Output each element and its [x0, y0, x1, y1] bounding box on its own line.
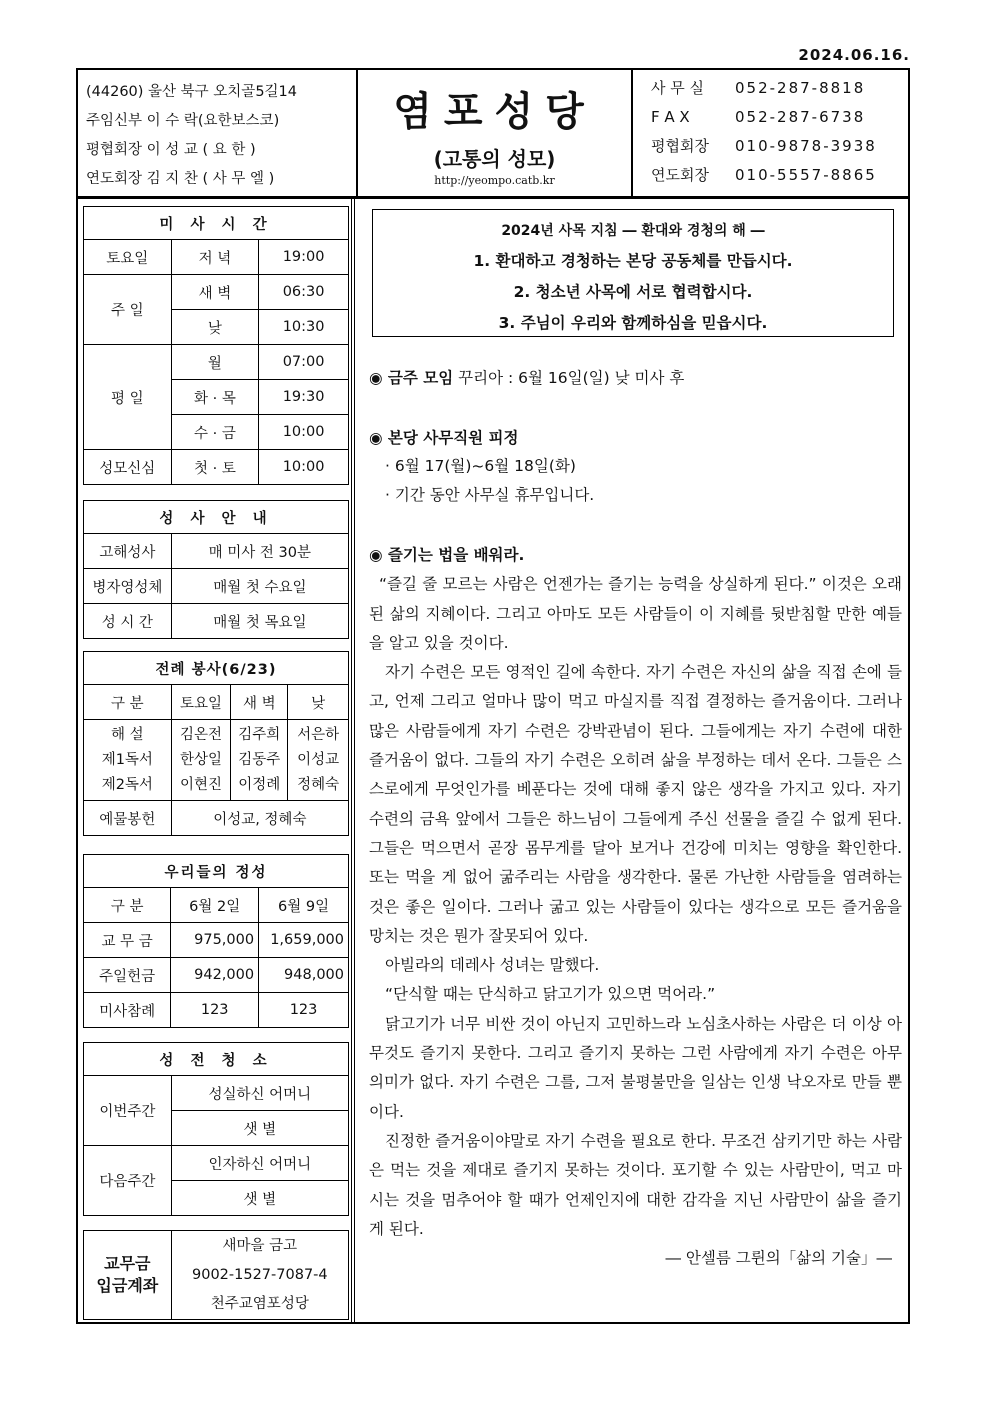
article-paragraph: 진정한 즐거움이야말로 자기 수련을 필요로 한다. 무조건 삼키기만 하는 사람은 먹는 것을 제대로 즐기지 못하는 것이다. 포기할 수 있는 사람만이, 먹고 마시는 것을 멈추어야 할 때가 언제인지에 대한 감각을 지닌 사람만이 삶을 즐기게 된다.	[369, 1131, 902, 1238]
pastoral-goal: 2. 청소년 사목에 서로 협력합시다.	[513, 283, 753, 301]
meeting-text: 꾸리아 : 6월 16일(일) 낮 미사 후	[453, 369, 685, 387]
pastoral-goals-title: 2024년 사목 지침 ― 환대와 경청의 해 ―	[501, 223, 765, 239]
article-paragraph: 닭고기가 너무 비싼 것이 아닌지 고민하느라 노심초사하는 사람은 더 이상 아무것도 즐기지 못한다. 그리고 즐기지 못하는 그런 사람에게 자기 수련은 아무 의미가 없다. 자기 수련은 그를, 그저 불평불만을 일삼는 인생 낙오자로 만들 뿐이다.	[369, 1014, 902, 1121]
article-title: ◉ 즐기는 법을 배워라.	[369, 546, 525, 564]
article-source: ― 안셀름 그륀의「삶의 기술」―	[665, 1249, 892, 1268]
account-details: 새마을 금고 9002-1527-7087-4 천주교염포성당	[171, 1231, 348, 1320]
council-president: 평협회장 이 성 교 ( 요 한 )	[86, 142, 256, 158]
column-divider	[351, 199, 355, 1324]
pastor: 주임신부 이 수 락(요한보스코)	[86, 113, 280, 129]
header-title-block	[358, 70, 631, 187]
article-paragraph: 자기 수련은 모든 영적인 길에 속한다. 자기 수련은 자신의 삶을 직접 손에 들고, 언제 그리고 얼마나 많이 먹고 마실지를 직접 결정하는 즐거움이다. 그러나 많은 사람들에게 자기 수련은 강박관념이 된다. 그들에게는 자기 수련에 대한 즐거움이 없다. 그들의 자기 수련은 오히려 삶을 부정하는 데서 온다. 그들은 스스로에게 무엇인가를 베푼다는 것에 대해 좋지 않은 생각을 가지고 있다. 자기 수련의 금욕 앞에서 그들은 하느님이 그들에게 주신 선물을 즐길 수 없게 된다. 그들은 먹으면서 곧장 몸무게를 달아 보거나 건강에 미치는 영향을 확인한다. 또는 먹을 게 없어 굶주리는 사람을 생각한다. 물론 가난한 사람들을 염려하는 것은 좋은 일이다. 그러나 굶고 있는 사람들이 있다는 생각으로 모든 즐거움을 망치는 것은 뭔가 잘못되어 있다.	[369, 663, 902, 945]
contact-row: 연도회장 010-5557-8865	[651, 166, 877, 184]
pastoral-goal: 3. 주님이 우리와 함께하심을 믿읍시다.	[498, 314, 768, 332]
church-subtitle: (고통의 성모)	[433, 147, 556, 171]
contact-row: 사 무 실 052-287-8818	[651, 79, 866, 97]
liturgy-table: 전례 봉사(6/23) 구 분 토요일 새 벽 낮 해 설 제1독서 제2독서 김온전 한상일 이현진 김주희 김동주 이정례 서은하 이성교 정혜숙 예물봉헌 이성교, 정혜숙	[83, 651, 349, 836]
offerings-table: 우리들의 정성 구 분 6월 2일 6월 9일 교 무 금 975,000 1,659,000 주일헌금 942,000 948,000 미사참례 123 123	[83, 854, 349, 1028]
article-paragraph: “단식할 때는 단식하고 닭고기가 있으면 먹어라.”	[385, 985, 716, 1004]
sacraments-title: 성 사 안 내	[84, 501, 349, 534]
header-contacts	[651, 74, 901, 190]
article	[369, 541, 902, 1273]
sacraments-table: 성 사 안 내 고해성사 매 미사 전 30분 병자영성체 매월 첫 수요일 성 시 간 매월 첫 목요일	[83, 500, 349, 639]
staff-retreat-title: ◉ 본당 사무직원 피정	[369, 429, 519, 447]
meeting-title: ◉ 금주 모임	[369, 369, 454, 387]
church-name: 염포성당	[393, 89, 596, 135]
church-url[interactable]: http://yeompo.catb.kr	[434, 174, 555, 187]
cleaning-title: 성 전 청 소	[84, 1043, 349, 1076]
account-label: 교무금 입금계좌	[84, 1231, 172, 1320]
header-divider	[631, 68, 633, 196]
liturgy-title: 전례 봉사(6/23)	[84, 652, 349, 685]
article-paragraph: 아빌라의 데레사 성녀는 말했다.	[385, 956, 600, 975]
assoc-president: 연도회장 김 지 찬 ( 사 무 엘 )	[86, 171, 275, 187]
staff-retreat-notice	[369, 424, 904, 510]
pastoral-goals-box	[372, 209, 894, 337]
staff-retreat-line: · 6월 17(월)~6월 18일(화)	[385, 457, 576, 475]
offerings-title: 우리들의 정성	[84, 855, 349, 888]
header-bottom-rule	[76, 196, 910, 199]
account-table	[83, 1230, 349, 1320]
meeting-notice	[369, 366, 904, 388]
contact-row: 평협회장 010-9878-3938	[651, 137, 877, 155]
mass-times-table: 미 사 시 간 토요일 저 녁 19:00 주 일 새 벽 06:30 낮 10:30 평 일 월 07:00 화 · 목 19:30 수 · 금 10:00 성모신심 첫 · 토 10:00	[83, 206, 349, 485]
staff-retreat-line: · 기간 동안 사무실 휴무입니다.	[385, 486, 595, 504]
address: (44260) 울산 북구 오치골5길14	[86, 84, 297, 100]
header-info	[86, 78, 348, 194]
article-paragraph: “즐길 줄 모르는 사람은 언젠가는 즐기는 능력을 상실하게 된다.” 이것은 오래된 삶의 지혜이다. 그리고 아마도 모든 사람들이 이 지혜를 뒷받침할 만한 예들을 알고 있을 것이다.	[369, 575, 902, 652]
mass-times-title: 미 사 시 간	[84, 207, 349, 240]
cleaning-table: 성 전 청 소 이번주간 성실하신 어머니 샛 별 다음주간 인자하신 어머니 샛 별	[83, 1042, 349, 1216]
bulletin-date: 2024.06.16.	[798, 46, 910, 64]
pastoral-goal: 1. 환대하고 경청하는 본당 공동체를 만듭시다.	[473, 252, 793, 270]
contact-row: F A X 052-287-6738	[651, 108, 866, 126]
